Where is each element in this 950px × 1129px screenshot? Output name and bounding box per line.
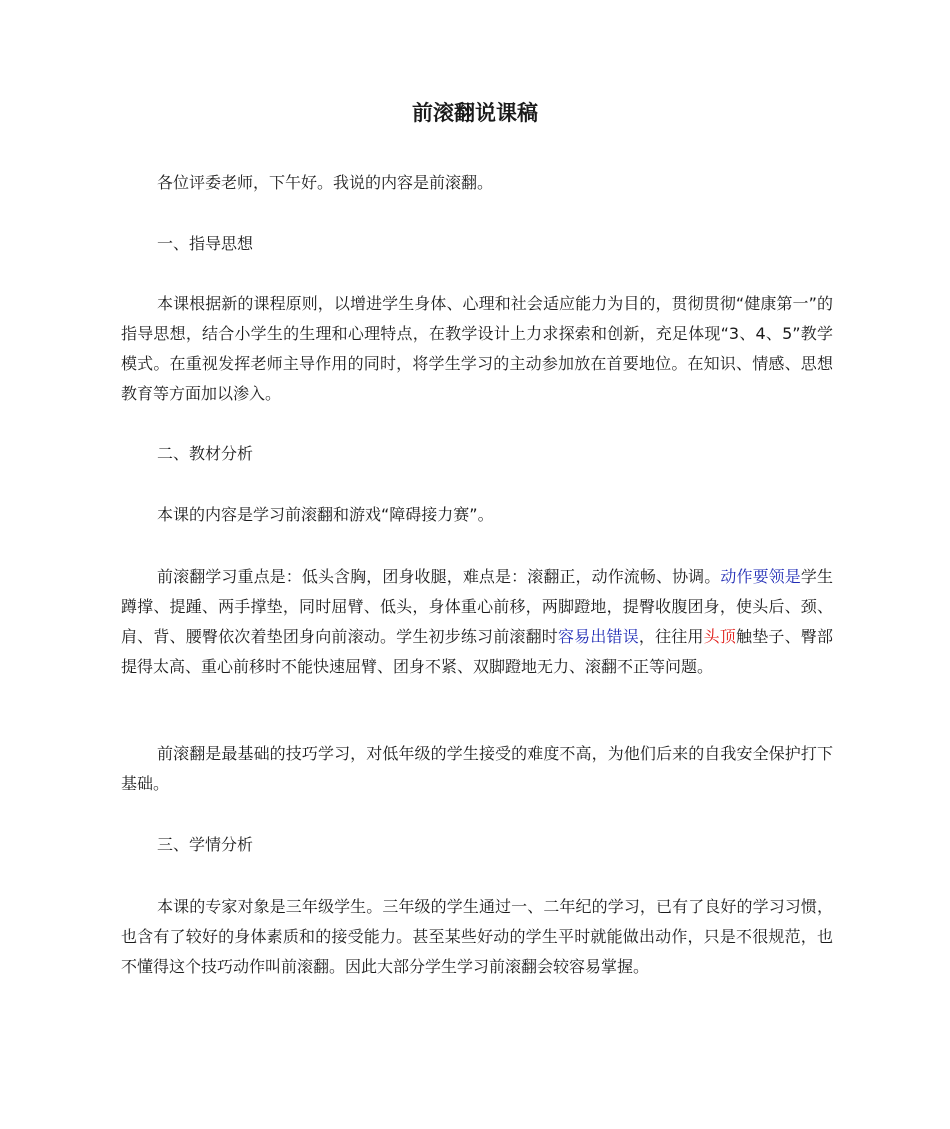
keypoints-text-1: 前滚翻学习重点是：低头含胸，团身收腿，难点是：滚翻正，动作流畅、协调。 bbox=[157, 567, 721, 586]
section2-heading: 二、教材分析 bbox=[157, 444, 254, 463]
keypoints-text-4: 触垫子、臀部提得太高、重心前移时不能快速屈臂、团身不紧、双脚蹬地无力、滚翻不正等问题。 bbox=[121, 627, 833, 676]
document-title: 前滚翻说课稿 bbox=[412, 101, 538, 125]
section1-heading: 一、指导思想 bbox=[157, 234, 254, 253]
intro-paragraph: 各位评委老师，下午好。我说的内容是前滚翻。 bbox=[157, 173, 494, 192]
section2-basics: 前滚翻是最基础的技巧学习，对低年级的学生接受的难度不高，为他们后来的自我安全保护打下基础。 bbox=[121, 744, 833, 793]
section2-keypoints bbox=[121, 562, 833, 682]
section1-body: 本课根据新的课程原则，以增进学生身体、心理和社会适应能力为目的，贯彻贯彻“健康第一”的指导思想，结合小学生的生理和心理特点，在教学设计上力求探索和创新，充足体现“3、4、5”教学模式。在重视发挥老师主导作用的同时，将学生学习的主动参加放在首要地位。在知识、情感、思想教育等方面加以渗入。 bbox=[121, 294, 833, 403]
keypoints-text-3: ，往往用 bbox=[638, 627, 704, 646]
section2-content: 本课的内容是学习前滚翻和游戏“障碍接力赛”。 bbox=[157, 505, 494, 524]
highlight-common-errors: 容易出错误 bbox=[557, 627, 639, 646]
highlight-action-essentials: 动作要领是 bbox=[720, 567, 801, 586]
section3-body: 本课的专家对象是三年级学生。三年级的学生通过一、二年纪的学习，已有了良好的学习习惯，也含有了较好的身体素质和的接受能力。甚至某些好动的学生平时就能做出动作，只是不很规范，也不懂得这个技巧动作叫前滚翻。因此大部分学生学习前滚翻会较容易掌握。 bbox=[121, 897, 833, 976]
keypoints-text-2: 学生蹲撑、提踵、两手撑垫，同时屈臂、低头，身体重心前移，两脚蹬地，提臀收腹团身，使头后、颈、肩、背、腰臀依次着垫团身向前滚动。学生初步练习前滚翻时 bbox=[121, 567, 833, 646]
section3-heading: 三、学情分析 bbox=[157, 835, 254, 854]
highlight-head-top: 头顶 bbox=[703, 627, 737, 646]
